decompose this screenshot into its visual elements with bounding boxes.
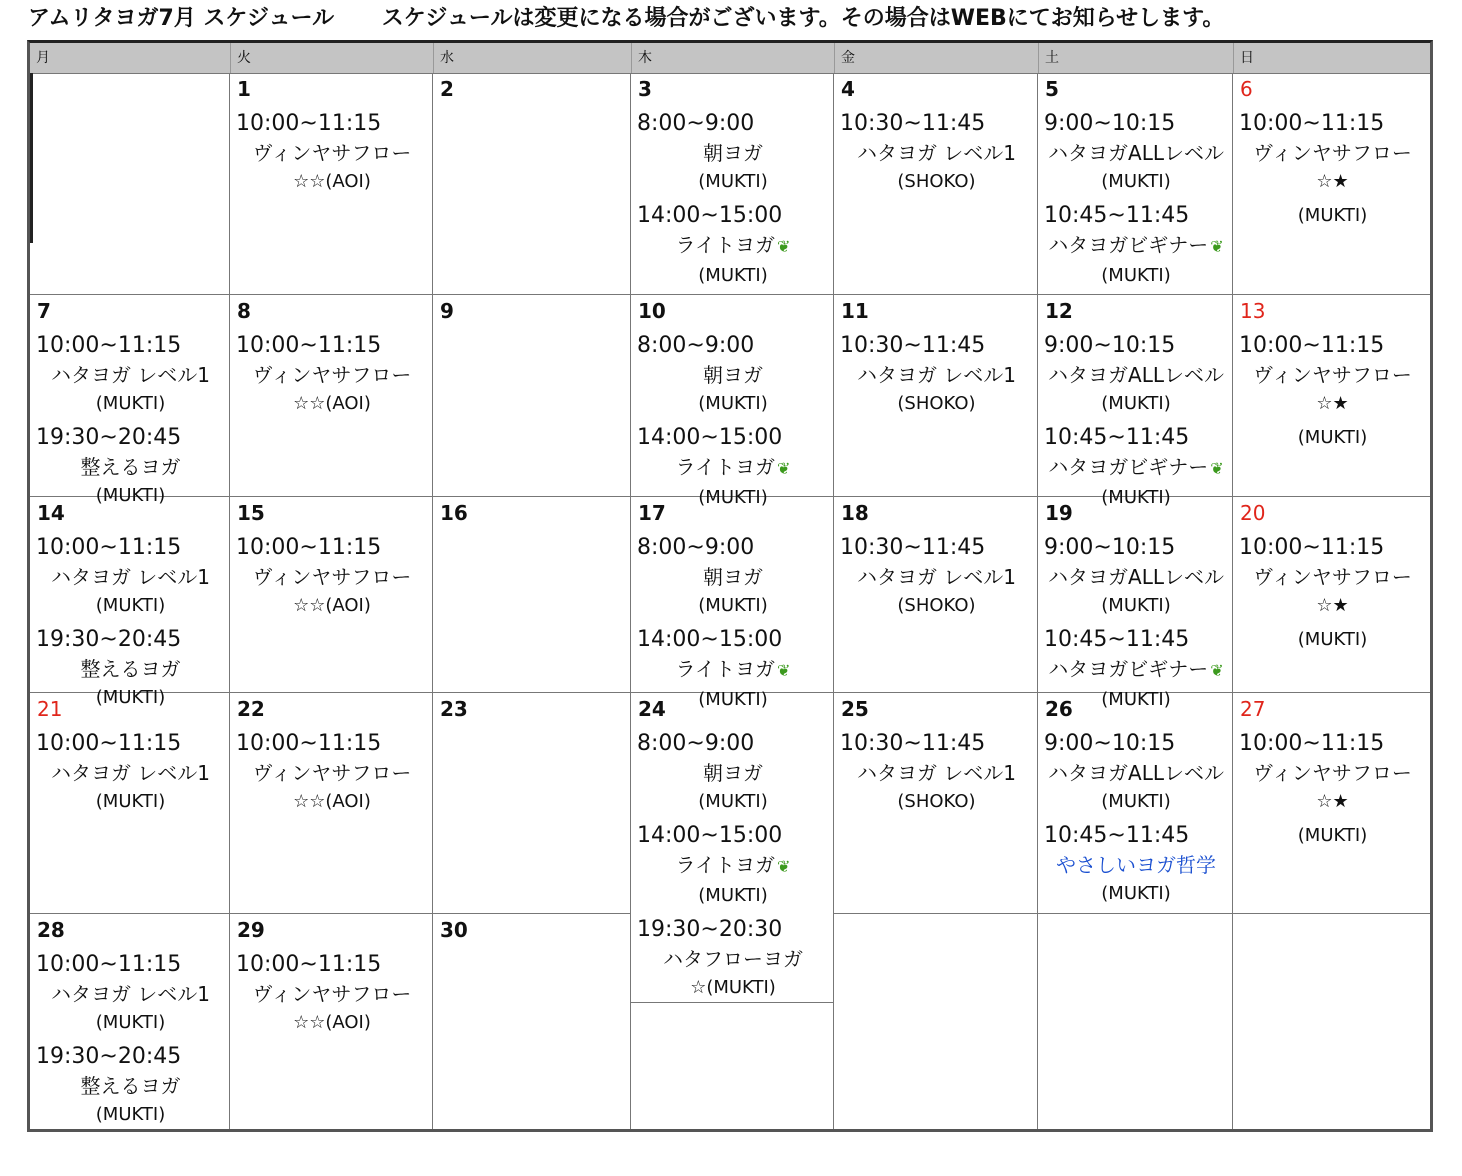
class-entry xyxy=(1044,533,1228,621)
class-time: 9:00~10:15 xyxy=(1044,535,1176,560)
class-list xyxy=(637,729,829,1007)
class-list xyxy=(840,109,1033,201)
class-time: 19:30~20:45 xyxy=(36,627,182,652)
class-entry xyxy=(637,915,829,1003)
weekday-3: 木 xyxy=(631,43,834,73)
class-time: 10:45~11:45 xyxy=(1044,425,1190,450)
class-entry xyxy=(637,729,829,817)
class-entry xyxy=(1239,625,1426,655)
class-time: 10:00~11:15 xyxy=(236,333,382,358)
class-instructor: ☆(MUKTI) xyxy=(690,977,776,998)
class-list xyxy=(236,950,428,1042)
class-name xyxy=(1044,139,1228,167)
class-entry xyxy=(637,331,829,419)
class-name-text: ヴィンヤサフロー xyxy=(252,363,412,387)
class-instructor: (MUKTI) xyxy=(1101,689,1171,710)
class-instructor: ☆★ xyxy=(1316,171,1349,192)
class-name xyxy=(236,139,428,167)
day-number: 13 xyxy=(1240,299,1266,323)
sprout-icon: ❦ xyxy=(1210,661,1224,680)
class-entry xyxy=(1044,331,1228,419)
day-number: 30 xyxy=(440,918,468,942)
sprout-icon: ❦ xyxy=(777,857,791,876)
class-name xyxy=(637,851,829,881)
class-list xyxy=(236,533,428,625)
class-list xyxy=(637,331,829,517)
day-cell xyxy=(631,1003,834,1129)
day-number: 4 xyxy=(841,77,855,101)
day-number: 5 xyxy=(1045,77,1059,101)
class-instructor: (MUKTI) xyxy=(698,791,768,812)
class-instructor: (MUKTI) xyxy=(698,595,768,616)
class-name xyxy=(637,945,829,973)
class-entry xyxy=(1044,109,1228,197)
class-entry xyxy=(637,821,829,911)
day-number: 28 xyxy=(37,918,65,942)
class-instructor: ☆★ xyxy=(1316,595,1349,616)
class-entry xyxy=(1239,331,1426,419)
class-instructor: (MUKTI) xyxy=(1101,595,1171,616)
monthly-calendar xyxy=(27,40,1433,1132)
day-number: 9 xyxy=(440,299,454,323)
class-instructor: (MUKTI) xyxy=(1101,393,1171,414)
day-cell xyxy=(1038,914,1233,1129)
day-cell xyxy=(230,73,433,295)
day-cell xyxy=(631,295,834,508)
class-instructor: (MUKTI) xyxy=(95,791,166,812)
day-cell xyxy=(631,73,834,295)
class-instructor: (MUKTI) xyxy=(698,885,768,906)
class-name xyxy=(1044,759,1228,787)
class-entry xyxy=(840,533,1033,621)
class-time: 9:00~10:15 xyxy=(1044,333,1176,358)
class-time: 10:00~11:15 xyxy=(36,535,182,560)
class-name-text: ヴィンヤサフロー xyxy=(252,141,412,165)
day-cell xyxy=(1233,73,1430,295)
class-time: 10:00~11:15 xyxy=(236,952,382,977)
class-name-text: ライトヨガ xyxy=(675,853,775,877)
class-instructor: (MUKTI) xyxy=(1297,825,1368,846)
class-name-text: ヴィンヤサフロー xyxy=(1253,761,1412,785)
class-time: 10:00~11:15 xyxy=(1239,535,1385,560)
day-cell xyxy=(1233,295,1430,497)
day-cell xyxy=(834,73,1038,295)
class-list xyxy=(36,533,225,717)
class-time: 10:30~11:45 xyxy=(840,111,986,136)
weekday-2: 水 xyxy=(433,43,631,73)
class-instructor: ☆☆(AOI) xyxy=(293,1012,371,1033)
class-time: 19:30~20:30 xyxy=(637,917,783,942)
class-name xyxy=(36,980,225,1008)
class-name-text: 整えるヨガ xyxy=(80,1074,181,1098)
day-cell xyxy=(433,497,631,693)
class-name xyxy=(1044,231,1228,261)
class-time: 14:00~15:00 xyxy=(637,425,783,450)
sprout-icon: ❦ xyxy=(777,459,791,478)
class-entry xyxy=(1239,533,1426,621)
day-cell xyxy=(433,295,631,497)
day-cell xyxy=(230,693,433,914)
class-entry xyxy=(637,201,829,291)
class-name-text: 朝ヨガ xyxy=(703,363,763,387)
day-cell xyxy=(1233,693,1430,914)
class-entry xyxy=(36,1042,225,1130)
class-entry xyxy=(840,109,1033,197)
class-time: 14:00~15:00 xyxy=(637,823,783,848)
class-instructor: (SHOKO) xyxy=(897,171,976,192)
class-list xyxy=(1239,533,1426,659)
class-instructor: (MUKTI) xyxy=(698,171,768,192)
class-name xyxy=(637,231,829,261)
day-number: 16 xyxy=(440,501,468,525)
class-name-text: ハタヨガビギナー xyxy=(1048,657,1209,681)
day-cell xyxy=(1233,914,1430,1129)
day-number: 17 xyxy=(638,501,666,525)
class-instructor: (MUKTI) xyxy=(1101,487,1171,508)
class-time: 8:00~9:00 xyxy=(637,333,755,358)
day-cell xyxy=(30,914,230,1129)
class-list xyxy=(1239,331,1426,457)
class-instructor: ☆☆(AOI) xyxy=(293,595,371,616)
class-list xyxy=(637,533,829,719)
class-entry xyxy=(1044,821,1228,909)
class-instructor: (MUKTI) xyxy=(1101,265,1171,286)
class-instructor: (MUKTI) xyxy=(1297,427,1368,448)
class-time: 14:00~15:00 xyxy=(637,627,783,652)
class-name-text: ハタヨガビギナー xyxy=(1048,233,1209,257)
class-name-text: ヴィンヤサフロー xyxy=(252,982,412,1006)
day-number: 29 xyxy=(237,918,265,942)
day-cell xyxy=(433,73,631,295)
day-cell xyxy=(230,295,433,497)
class-name xyxy=(1044,361,1228,389)
class-time: 14:00~15:00 xyxy=(637,203,783,228)
day-cell xyxy=(30,295,230,506)
class-entry xyxy=(1044,201,1228,291)
class-name-text: ヴィンヤサフロー xyxy=(252,761,412,785)
class-name-text: ハタヨガ レベル1 xyxy=(50,761,211,785)
class-time: 10:00~11:15 xyxy=(36,333,182,358)
class-name-text: ハタヨガ レベル1 xyxy=(50,565,211,589)
class-name xyxy=(840,139,1033,167)
class-instructor: ☆★ xyxy=(1316,791,1349,812)
class-name xyxy=(637,563,829,591)
class-time: 8:00~9:00 xyxy=(637,535,755,560)
class-name-text: ハタヨガ レベル1 xyxy=(856,565,1017,589)
class-name xyxy=(1044,655,1228,685)
class-instructor: (SHOKO) xyxy=(897,791,976,812)
day-number: 24 xyxy=(638,697,666,721)
day-cell xyxy=(631,693,834,1003)
class-name xyxy=(36,361,225,389)
class-list xyxy=(36,729,225,821)
day-number: 8 xyxy=(237,299,251,323)
class-time: 10:00~11:15 xyxy=(1239,111,1385,136)
class-name-text: ヴィンヤサフロー xyxy=(1253,565,1412,589)
class-time: 10:00~11:15 xyxy=(36,731,182,756)
class-list xyxy=(36,331,225,515)
class-instructor: (MUKTI) xyxy=(95,393,166,414)
class-entry xyxy=(236,109,428,197)
day-number: 18 xyxy=(841,501,869,525)
class-entry xyxy=(236,331,428,419)
class-instructor: (MUKTI) xyxy=(698,265,768,286)
class-name xyxy=(637,655,829,685)
class-time: 19:30~20:45 xyxy=(36,1044,182,1069)
class-name xyxy=(36,453,225,481)
day-number: 21 xyxy=(37,697,63,721)
class-instructor: ☆☆(AOI) xyxy=(293,791,371,812)
class-name-text: ハタヨガALLレベル xyxy=(1048,761,1224,785)
class-name xyxy=(36,759,225,787)
day-number: 22 xyxy=(237,697,265,721)
class-instructor: (MUKTI) xyxy=(95,485,166,506)
day-number: 20 xyxy=(1240,501,1266,525)
day-cell xyxy=(1038,295,1233,508)
day-number: 27 xyxy=(1240,697,1266,721)
class-time: 10:00~11:15 xyxy=(1239,333,1385,358)
class-entry xyxy=(236,950,428,1038)
weekday-4: 金 xyxy=(834,43,1038,73)
class-list xyxy=(840,331,1033,423)
class-entry xyxy=(236,729,428,817)
class-name-text: 朝ヨガ xyxy=(703,761,763,785)
class-name-text: 朝ヨガ xyxy=(703,141,763,165)
class-name xyxy=(236,980,428,1008)
day-number: 15 xyxy=(237,501,265,525)
class-name xyxy=(840,759,1033,787)
class-entry xyxy=(1044,729,1228,817)
schedule-header xyxy=(28,5,1438,37)
class-time: 8:00~9:00 xyxy=(637,111,755,136)
class-name-text: ハタヨガ レベル1 xyxy=(856,363,1017,387)
class-instructor: (MUKTI) xyxy=(698,393,768,414)
day-cell xyxy=(834,497,1038,693)
class-name-text: ライトヨガ xyxy=(675,233,775,257)
class-name-text: ヴィンヤサフロー xyxy=(1253,141,1412,165)
class-list xyxy=(1044,109,1228,295)
day-cell xyxy=(834,693,1038,914)
class-entry xyxy=(637,533,829,621)
class-name-text: ヴィンヤサフロー xyxy=(1253,363,1412,387)
class-list xyxy=(1044,533,1228,719)
class-time: 10:30~11:45 xyxy=(840,535,986,560)
class-name-text: ハタフローヨガ xyxy=(663,947,803,971)
day-cell xyxy=(433,693,631,914)
class-name-text: ハタヨガALLレベル xyxy=(1048,363,1224,387)
class-name xyxy=(637,759,829,787)
page-title: アムリタヨガ7月 スケジュール xyxy=(28,6,335,31)
day-number: 12 xyxy=(1045,299,1073,323)
class-instructor: (MUKTI) xyxy=(698,487,768,508)
class-name xyxy=(236,361,428,389)
class-list xyxy=(637,109,829,295)
class-list xyxy=(840,533,1033,625)
class-time: 10:00~11:15 xyxy=(236,111,382,136)
day-number: 25 xyxy=(841,697,869,721)
class-instructor: ☆★ xyxy=(1316,393,1349,414)
class-time: 10:30~11:45 xyxy=(840,731,986,756)
sprout-icon: ❦ xyxy=(777,661,791,680)
class-name-text: ヴィンヤサフロー xyxy=(252,565,412,589)
class-instructor: (MUKTI) xyxy=(95,595,166,616)
class-entry xyxy=(840,729,1033,817)
day-cell xyxy=(1038,693,1233,914)
day-number: 3 xyxy=(638,77,652,101)
day-number: 11 xyxy=(841,299,869,323)
day-cell xyxy=(834,914,1038,1129)
class-instructor: (MUKTI) xyxy=(698,689,768,710)
sprout-icon: ❦ xyxy=(1210,237,1224,256)
class-time: 10:00~11:15 xyxy=(236,731,382,756)
class-entry xyxy=(36,950,225,1038)
class-time: 10:00~11:15 xyxy=(36,952,182,977)
sprout-icon: ❦ xyxy=(1210,459,1224,478)
sprout-icon: ❦ xyxy=(777,237,791,256)
class-instructor: (MUKTI) xyxy=(1297,205,1368,226)
class-name xyxy=(36,1072,225,1100)
day-number: 14 xyxy=(37,501,65,525)
class-name xyxy=(1239,139,1426,167)
day-number: 23 xyxy=(440,697,468,721)
class-name xyxy=(1044,563,1228,591)
class-name xyxy=(1044,851,1228,879)
class-list xyxy=(236,331,428,423)
class-time: 9:00~10:15 xyxy=(1044,111,1176,136)
class-name-text: ライトヨガ xyxy=(675,455,775,479)
class-time: 19:30~20:45 xyxy=(36,425,182,450)
schedule-notice: スケジュールは変更になる場合がございます。その場合はWEBにてお知らせします。 xyxy=(381,6,1225,31)
class-name-text: ハタヨガビギナー xyxy=(1048,455,1209,479)
class-time: 10:00~11:15 xyxy=(236,535,382,560)
class-name-text: ハタヨガ レベル1 xyxy=(856,761,1017,785)
class-name xyxy=(1044,453,1228,483)
class-time: 10:45~11:45 xyxy=(1044,627,1190,652)
class-name xyxy=(36,563,225,591)
class-name-text: ハタヨガ レベル1 xyxy=(856,141,1017,165)
class-name xyxy=(637,453,829,483)
class-list xyxy=(236,729,428,821)
class-name xyxy=(236,563,428,591)
class-name-text: 整えるヨガ xyxy=(80,455,181,479)
weekday-6: 日 xyxy=(1233,43,1430,73)
weekday-header-row xyxy=(30,43,1430,74)
class-time: 10:00~11:15 xyxy=(1239,731,1385,756)
day-number: 7 xyxy=(37,299,51,323)
class-list xyxy=(1239,109,1426,235)
class-name xyxy=(840,563,1033,591)
class-entry xyxy=(36,533,225,621)
day-number: 2 xyxy=(440,77,454,101)
class-name-text: ライトヨガ xyxy=(675,657,775,681)
class-instructor: (MUKTI) xyxy=(1101,883,1171,904)
class-name-text: ハタヨガ レベル1 xyxy=(50,982,211,1006)
class-name xyxy=(637,139,829,167)
weekday-0: 月 xyxy=(36,50,50,66)
day-cell xyxy=(30,497,230,708)
day-cell xyxy=(230,914,433,1129)
weekday-1: 火 xyxy=(230,43,433,73)
class-time: 9:00~10:15 xyxy=(1044,731,1176,756)
day-number: 6 xyxy=(1240,77,1253,101)
class-entry xyxy=(1239,729,1426,817)
class-entry xyxy=(36,729,225,817)
class-name-text: 朝ヨガ xyxy=(703,565,763,589)
class-list xyxy=(1239,729,1426,855)
class-name-text: ハタヨガ レベル1 xyxy=(50,363,211,387)
day-number: 26 xyxy=(1045,697,1073,721)
class-time: 10:45~11:45 xyxy=(1044,203,1190,228)
class-entry xyxy=(36,331,225,419)
day-number: 10 xyxy=(638,299,666,323)
day-cell xyxy=(30,73,230,295)
class-name-text: やさしいヨガ哲学 xyxy=(1056,853,1216,877)
day-cell xyxy=(230,497,433,693)
class-list xyxy=(236,109,428,201)
class-instructor: (MUKTI) xyxy=(95,1012,166,1033)
class-instructor: ☆☆(AOI) xyxy=(293,171,371,192)
class-name xyxy=(1239,361,1426,389)
class-list xyxy=(1044,331,1228,517)
class-time: 10:45~11:45 xyxy=(1044,823,1190,848)
class-entry xyxy=(1239,423,1426,453)
day-cell xyxy=(834,295,1038,497)
class-name xyxy=(36,655,225,683)
class-entry xyxy=(637,109,829,197)
class-entry xyxy=(1239,109,1426,197)
class-name xyxy=(637,361,829,389)
class-entry xyxy=(1239,821,1426,851)
class-name xyxy=(1239,563,1426,591)
day-cell xyxy=(1233,497,1430,693)
class-name-text: ハタヨガALLレベル xyxy=(1048,141,1224,165)
day-cell xyxy=(433,914,631,1129)
class-instructor: (SHOKO) xyxy=(897,595,976,616)
class-instructor: ☆☆(AOI) xyxy=(293,393,371,414)
day-cell xyxy=(1038,73,1233,295)
weekday-5: 土 xyxy=(1038,43,1233,73)
class-name xyxy=(1239,759,1426,787)
class-entry xyxy=(236,533,428,621)
class-name-text: ハタヨガALLレベル xyxy=(1048,565,1224,589)
class-time: 10:30~11:45 xyxy=(840,333,986,358)
class-entry xyxy=(840,331,1033,419)
class-time: 8:00~9:00 xyxy=(637,731,755,756)
class-instructor: (MUKTI) xyxy=(1297,629,1368,650)
day-number: 19 xyxy=(1045,501,1073,525)
day-number: 1 xyxy=(237,77,251,101)
class-instructor: (MUKTI) xyxy=(1101,171,1171,192)
day-cell xyxy=(30,693,230,914)
class-list xyxy=(1044,729,1228,913)
class-list xyxy=(840,729,1033,821)
class-name xyxy=(236,759,428,787)
class-instructor: (SHOKO) xyxy=(897,393,976,414)
class-instructor: (MUKTI) xyxy=(95,687,166,708)
class-entry xyxy=(1239,201,1426,231)
class-instructor: (MUKTI) xyxy=(1101,791,1171,812)
class-instructor: (MUKTI) xyxy=(95,1104,166,1125)
class-name xyxy=(840,361,1033,389)
class-list xyxy=(36,950,225,1134)
class-name-text: 整えるヨガ xyxy=(80,657,181,681)
